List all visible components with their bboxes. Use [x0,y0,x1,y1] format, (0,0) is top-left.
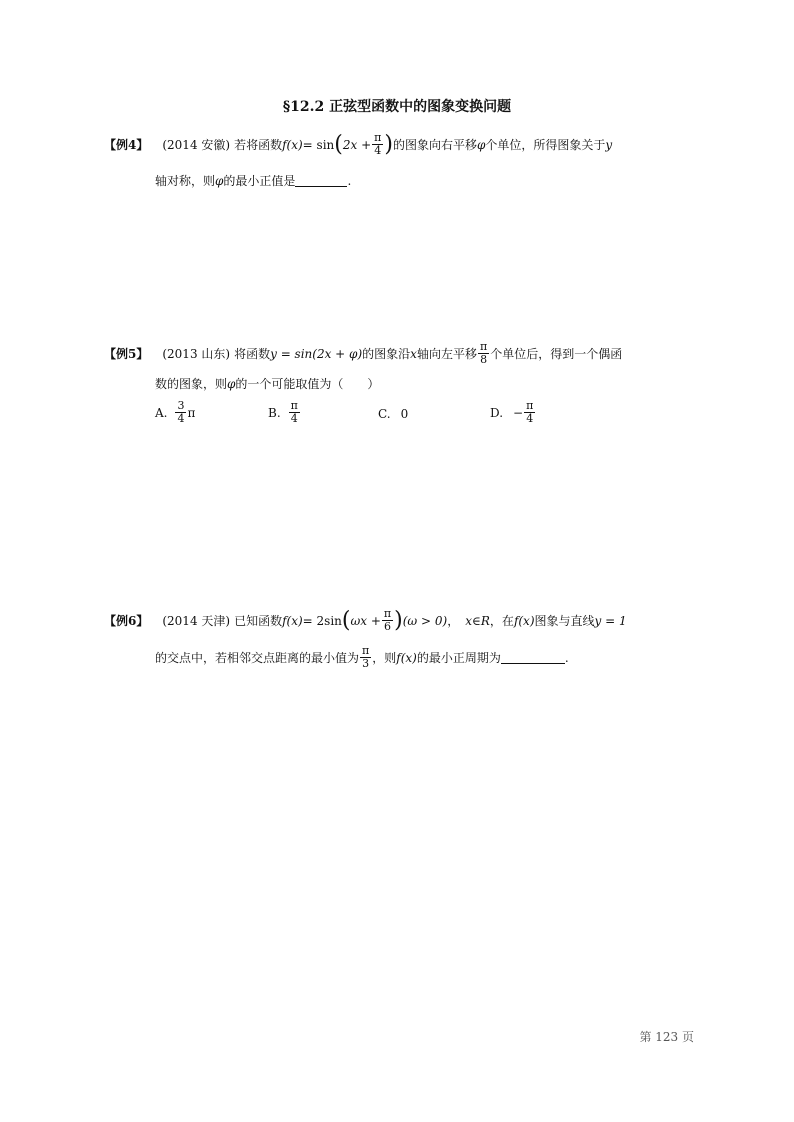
example-5-tag: 【例5】 [104,347,149,361]
example-5-fraction [478,341,489,366]
example-6-left-paren: ( [341,607,351,633]
example-6-text-4: 图象与直线 [534,614,595,628]
example-4-end: . [347,173,352,188]
example-6-end: . [564,650,569,665]
example-5-frac-num: π [479,340,488,353]
example-5-x: x [410,346,417,361]
example-6-eq: = 2sin [302,613,342,628]
option-b-num: π [290,399,298,412]
example-6-right-paren: ) [394,607,403,633]
example-5-text-2: 的图象沿 [362,347,411,361]
option-c[interactable] [378,407,408,421]
example-5-source: (2013 山东) [162,347,231,361]
example-4-right-paren: ) [384,131,393,157]
example-4-source: (2014 安徽) [162,138,231,152]
example-4-inner: 2x + [342,137,372,152]
example-6-text-1: 已知函数 [234,614,283,628]
example-5-text-3: 轴向左平移 [416,347,477,361]
option-d-den: 4 [526,412,534,425]
option-a-tail: π [187,405,196,420]
example-4-fraction [372,132,383,157]
example-6-fraction-2 [360,645,371,670]
example-6-frac2-den: 3 [362,657,370,670]
example-4-answer-blank[interactable] [295,174,347,187]
option-d[interactable] [490,400,536,425]
option-b-den: 4 [290,412,298,425]
option-b-label: B. [268,405,281,420]
example-6-text-6: ，则 [372,651,397,665]
option-a-den: 4 [177,412,185,425]
example-4-text-5: 的最小正值是 [223,174,296,188]
example-4-fx: f(x) [282,137,303,152]
example-6-inner: ωx + [350,613,381,628]
option-a[interactable] [155,400,195,425]
example-5-line-2 [155,375,379,392]
example-5-text-1: 将函数 [234,347,271,361]
example-6-text-7: 的最小正周期为 [416,651,501,665]
page-title: §12.2 正弦型函数中的图象变换问题 [282,99,512,115]
option-b-fraction [289,400,300,425]
example-5-phi: φ [227,376,236,391]
example-4-phi-2: φ [215,173,224,188]
example-6-answer-blank[interactable] [501,651,565,664]
option-d-num: π [526,399,534,412]
example-4-left-paren: ( [334,131,343,157]
example-5-line-1 [104,341,622,366]
example-4-text-3: 个单位，所得图象关于 [485,138,606,152]
example-5-frac-den: 8 [480,353,488,366]
example-5-text-6: 的一个可能取值为（ ） [235,377,380,391]
example-6-frac-num: π [383,607,392,620]
example-4-text-1: 若将函数 [234,138,283,152]
example-5-expression: y = sin(2x + φ) [270,346,363,361]
example-6-line-eq: y = 1 [594,613,627,628]
example-4-phi: φ [476,137,486,152]
option-b[interactable] [268,400,301,425]
example-4-text-2: 的图象向右平移 [392,138,477,152]
example-4-frac-num: π [374,131,382,144]
example-4-y: y [605,137,613,152]
example-6-text-5: 的交点中，若相邻交点距离的最小值为 [155,651,360,665]
option-c-value: 0 [400,407,409,421]
example-6-fx: f(x) [282,613,303,628]
example-4-tag: 【例4】 [104,138,149,152]
example-6-frac2-num: π [362,644,370,657]
example-4-frac-den: 4 [374,144,382,157]
example-6-source: (2014 天津) [162,614,231,628]
example-6-domain: x∈R [465,613,490,628]
example-5-text-4: 个单位后，得到一个偶函 [490,347,623,361]
option-a-num: 3 [177,399,185,412]
example-6-condition: (ω > 0) [402,613,448,628]
option-c-label: C. [378,407,391,421]
example-4-line-2 [155,172,351,189]
example-4-line-1 [104,132,612,157]
example-6-line-2 [155,645,569,670]
example-6-text-3: ，在 [489,614,514,628]
option-d-sign: − [513,405,524,420]
option-a-fraction [175,400,186,425]
option-a-label: A. [155,405,168,420]
page-number: 第 123 页 [639,1030,694,1044]
example-6-frac-den: 6 [384,620,392,633]
example-6-fraction [382,608,393,633]
example-6-line-1 [104,608,627,633]
example-6-fx-3: f(x) [396,650,417,665]
example-6-text-2: ， [447,614,460,628]
option-d-label: D. [490,405,504,420]
example-6-tag: 【例6】 [104,614,149,628]
example-5-text-5: 数的图象，则 [155,377,228,391]
example-4-eq: = sin [302,137,335,152]
option-d-fraction [524,400,535,425]
example-4-text-4: 轴对称，则 [155,174,216,188]
example-6-fx-2: f(x) [513,613,535,628]
